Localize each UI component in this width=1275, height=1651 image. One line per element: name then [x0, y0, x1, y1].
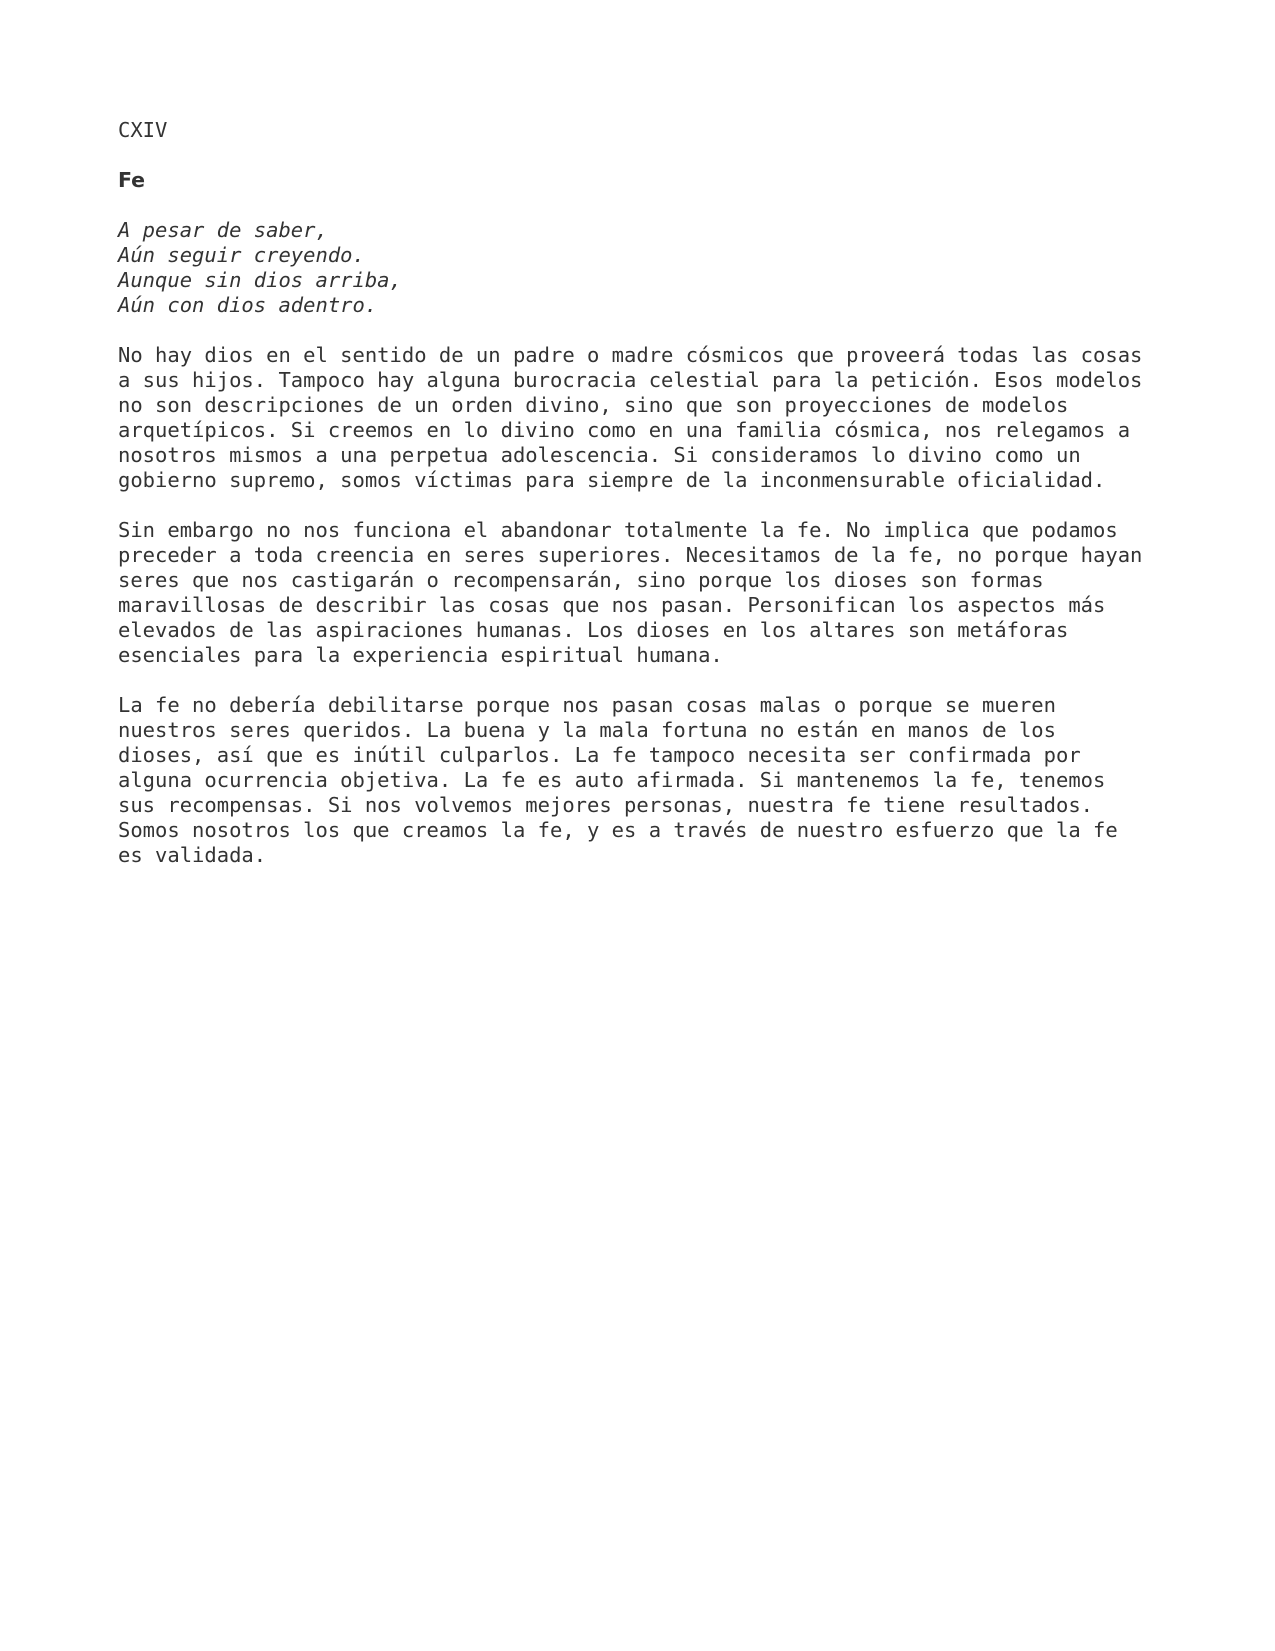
chapter-number: CXIV	[118, 118, 168, 142]
verse-line: Aún con dios adentro.	[118, 293, 378, 317]
document-content	[118, 118, 1178, 868]
paragraph-line: seres que nos castigarán o recompensarán, sino porque los dioses son formas	[118, 568, 1044, 592]
paragraph-line: a sus hijos. Tampoco hay alguna burocracia celestial para la petición. Esos modelos	[118, 368, 1143, 392]
paragraph-line: Sin embargo no nos funciona el abandonar totalmente la fe. No implica que podamos	[118, 518, 1118, 542]
spacer	[118, 318, 1178, 343]
paragraph-line: esenciales para la experiencia espiritual humana.	[118, 643, 723, 667]
paragraph-line: gobierno supremo, somos víctimas para siempre de la inconmensurable oficialidad.	[118, 468, 1106, 492]
paragraph-2	[118, 518, 1178, 668]
spacer	[118, 193, 1178, 218]
spacer	[118, 668, 1178, 693]
paragraph-1	[118, 343, 1178, 493]
paragraph-line: preceder a toda creencia en seres superiores. Necesitamos de la fe, no porque hayan	[118, 543, 1143, 567]
spacer	[118, 143, 1178, 168]
verse-line: Aún seguir creyendo.	[118, 243, 365, 267]
spacer	[118, 493, 1178, 518]
paragraph-line: es validada.	[118, 843, 267, 867]
paragraph-line: elevados de las aspiraciones humanas. Los dioses en los altares son metáforas	[118, 618, 1069, 642]
paragraph-line: nuestros seres queridos. La buena y la mala fortuna no están en manos de los	[118, 718, 1056, 742]
verse-line: Aunque sin dios arriba,	[118, 268, 402, 292]
paragraph-line: maravillosas de describir las cosas que nos pasan. Personifican los aspectos más	[118, 593, 1106, 617]
paragraph-line: No hay dios en el sentido de un padre o madre cósmicos que proveerá todas las cosas	[118, 343, 1143, 367]
paragraph-3	[118, 693, 1178, 868]
paragraph-line: dioses, así que es inútil culparlos. La fe tampoco necesita ser confirmada por	[118, 743, 1081, 767]
paragraph-line: Somos nosotros los que creamos la fe, y es a través de nuestro esfuerzo que la fe	[118, 818, 1118, 842]
chapter-title: Fe	[118, 168, 146, 192]
paragraph-line: La fe no debería debilitarse porque nos pasan cosas malas o porque se mueren	[118, 693, 1056, 717]
paragraph-line: arquetípicos. Si creemos en lo divino como en una familia cósmica, nos relegamos a	[118, 418, 1131, 442]
paragraph-line: no son descripciones de un orden divino, sino que son proyecciones de modelos	[118, 393, 1069, 417]
verse-line: A pesar de saber,	[118, 218, 328, 242]
verse-block	[118, 218, 1178, 318]
paragraph-line: alguna ocurrencia objetiva. La fe es auto afirmada. Si mantenemos la fe, tenemos	[118, 768, 1106, 792]
paragraph-line: nosotros mismos a una perpetua adolescencia. Si consideramos lo divino como un	[118, 443, 1081, 467]
paragraph-line: sus recompensas. Si nos volvemos mejores personas, nuestra fe tiene resultados.	[118, 793, 1094, 817]
